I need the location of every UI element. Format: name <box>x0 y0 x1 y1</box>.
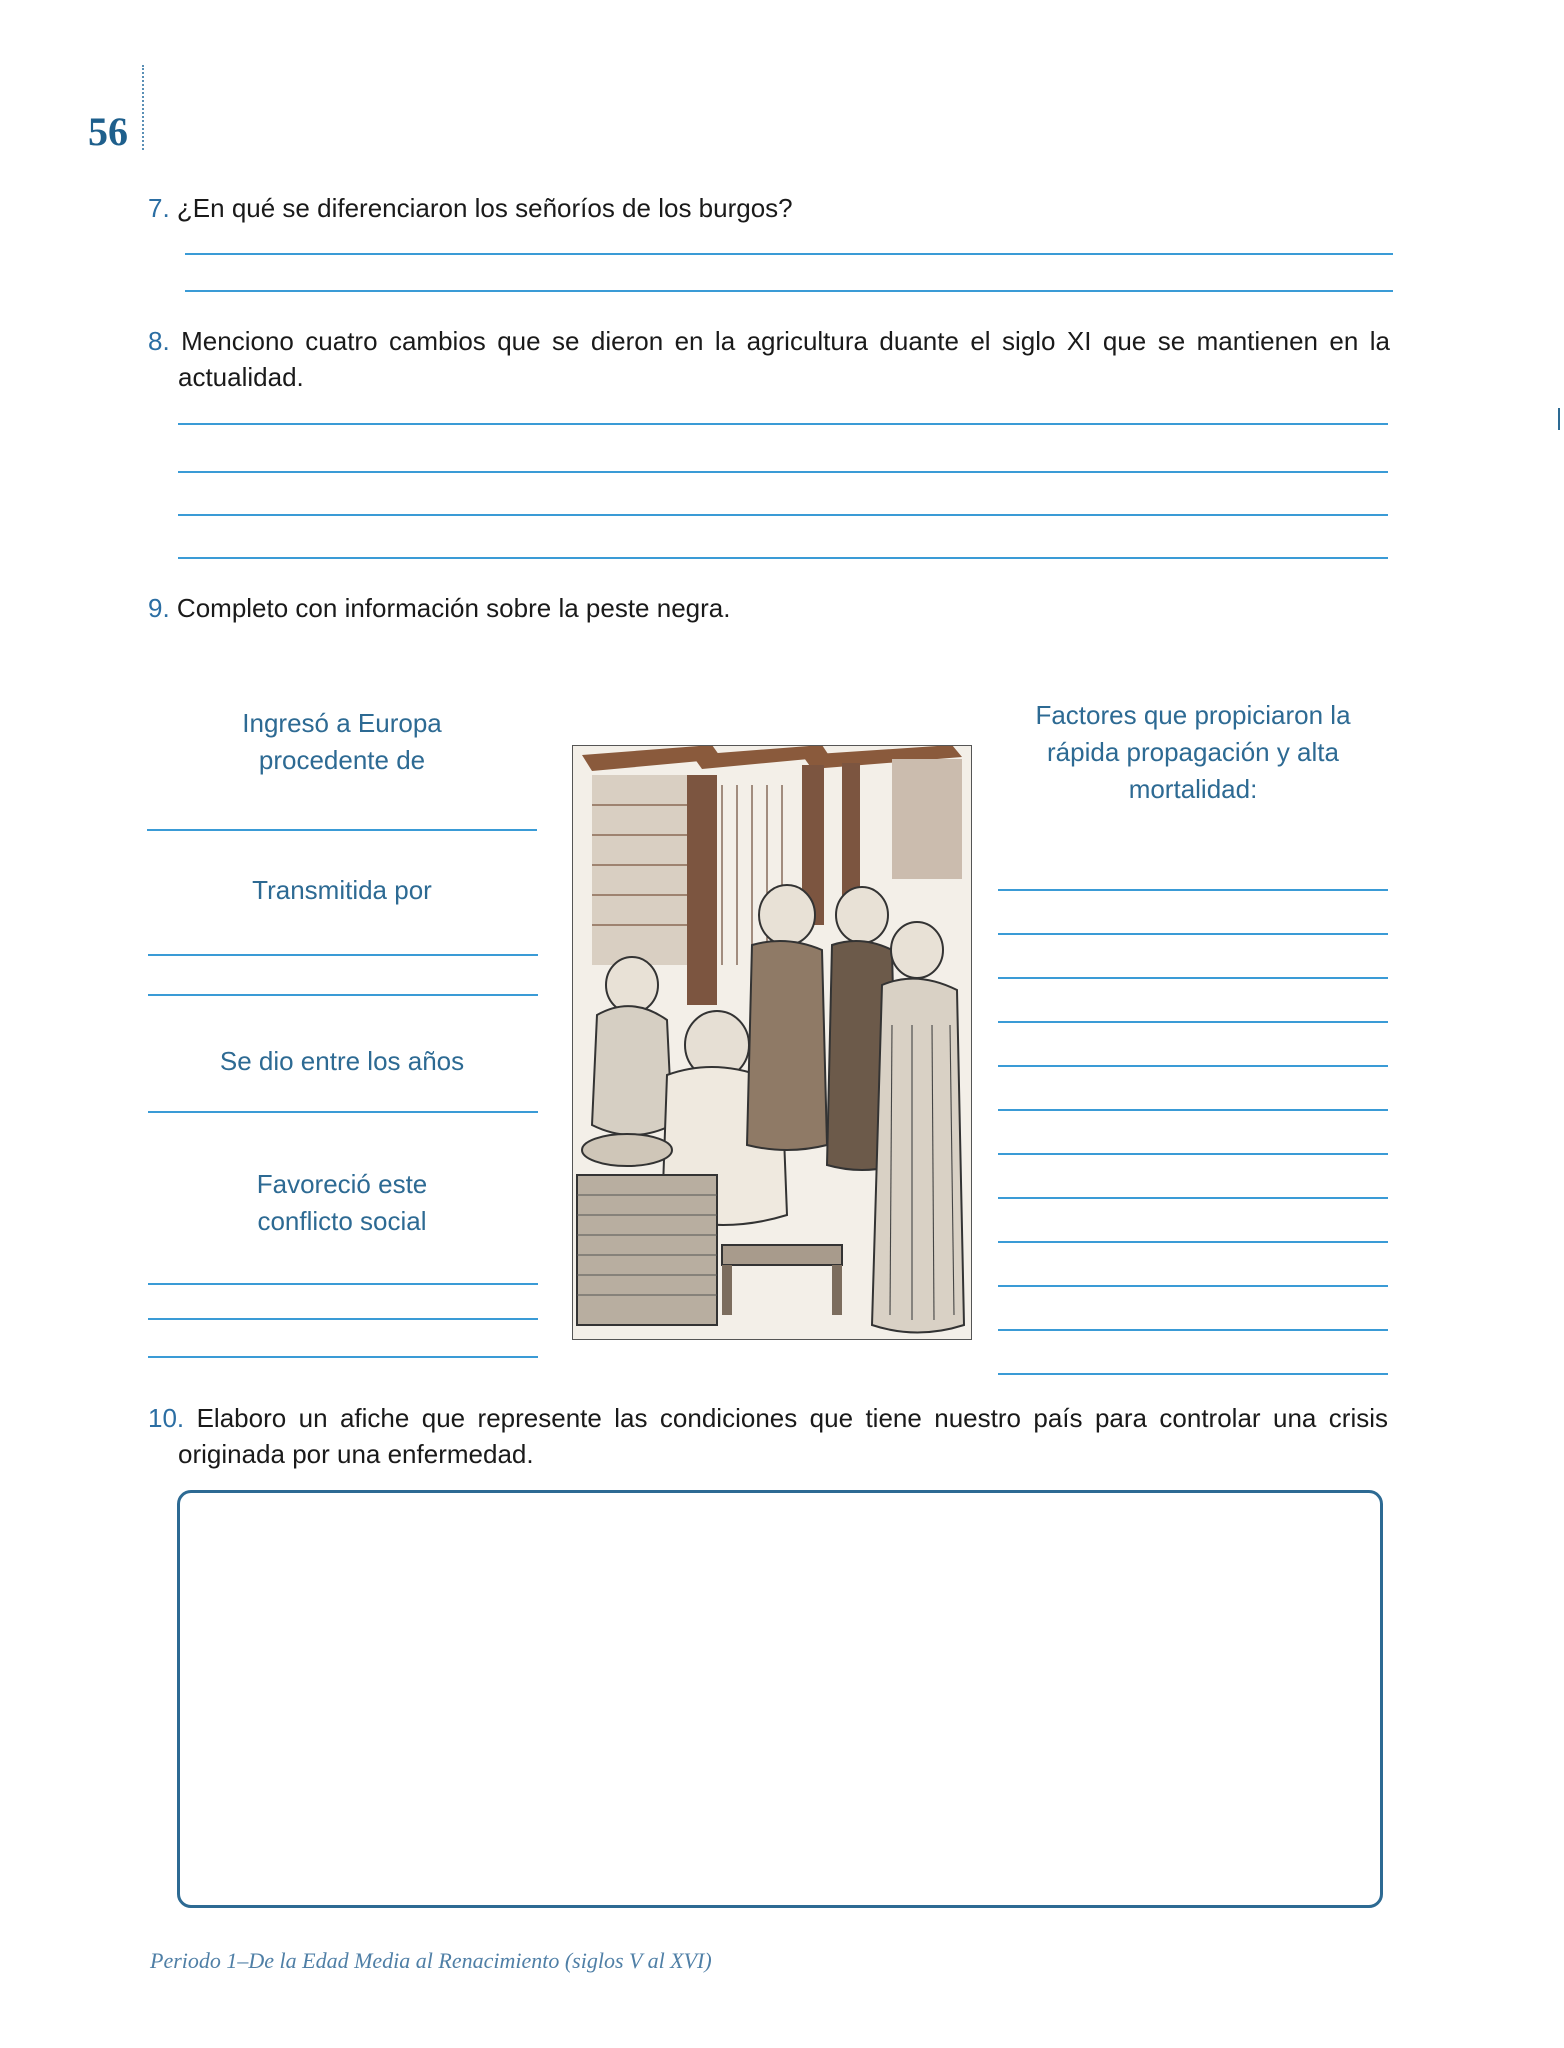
question-9-text: Completo con información sobre la peste negra. <box>176 593 731 623</box>
answer-line-origin[interactable] <box>147 829 537 831</box>
conflict-label <box>147 1166 537 1240</box>
answer-line-q7-2[interactable] <box>185 290 1393 292</box>
factors-label-line3: mortalidad: <box>1128 774 1258 804</box>
answer-line-conflict-1[interactable] <box>148 1283 538 1285</box>
plague-woodcut-illustration <box>572 745 972 1340</box>
question-10-text: Elaboro un afiche que represente las condiciones que tiene nuestro país para controlar una crisis originada por una enfermedad. <box>178 1403 1388 1469</box>
answer-line-factors-10[interactable] <box>998 1285 1388 1287</box>
question-10-number: 10. <box>148 1403 185 1433</box>
question-9 <box>148 590 1388 626</box>
answer-line-q7-1[interactable] <box>185 253 1393 255</box>
factors-label <box>988 697 1398 808</box>
conflict-label-line2: conflicto social <box>257 1206 427 1236</box>
answer-line-q8-3[interactable] <box>178 514 1388 516</box>
factors-label-line1: Factores que propiciaron la <box>1035 700 1351 730</box>
answer-line-q8-1[interactable] <box>178 423 1388 425</box>
page-number: 56 <box>88 109 128 154</box>
poster-drawing-area[interactable] <box>177 1490 1383 1908</box>
answer-line-conflict-3[interactable] <box>148 1356 538 1358</box>
origin-label-line1: Ingresó a Europa <box>242 708 442 738</box>
factors-label-line2: rápida propagación y alta <box>1047 737 1339 767</box>
answer-line-years[interactable] <box>148 1111 538 1113</box>
question-9-number: 9. <box>148 593 170 623</box>
answer-line-q8-2[interactable] <box>178 471 1388 473</box>
question-8-number: 8. <box>148 326 170 356</box>
question-7-number: 7. <box>148 193 170 223</box>
question-7-text: ¿En qué se diferenciaron los señoríos de los burgos? <box>176 193 793 223</box>
page-divider <box>142 65 144 150</box>
answer-line-conflict-2[interactable] <box>148 1318 538 1320</box>
answer-line-factors-6[interactable] <box>998 1109 1388 1111</box>
answer-line-factors-11[interactable] <box>998 1329 1388 1331</box>
edge-tick-mark <box>1558 408 1560 430</box>
page-footer: Periodo 1–De la Edad Media al Renacimiento (siglos V al XVI) <box>150 1948 712 1973</box>
question-8 <box>148 323 1390 395</box>
question-7 <box>148 190 1388 226</box>
answer-line-factors-5[interactable] <box>998 1065 1388 1067</box>
answer-line-q8-4[interactable] <box>178 557 1388 559</box>
answer-line-factors-4[interactable] <box>998 1021 1388 1023</box>
transmitted-label: Transmitida por <box>252 875 432 905</box>
origin-label-line2: procedente de <box>258 745 426 775</box>
question-8-text: Menciono cuatro cambios que se dieron en la agricultura duante el siglo XI que se mantienen en la actualidad. <box>178 326 1390 392</box>
answer-line-factors-7[interactable] <box>998 1153 1388 1155</box>
years-label: Se dio entre los años <box>219 1046 465 1076</box>
answer-line-transmitted-2[interactable] <box>148 994 538 996</box>
origin-label <box>147 705 537 779</box>
answer-line-factors-12[interactable] <box>998 1373 1388 1375</box>
answer-line-transmitted-1[interactable] <box>148 954 538 956</box>
question-10 <box>148 1400 1388 1472</box>
answer-line-factors-9[interactable] <box>998 1241 1388 1243</box>
answer-line-factors-3[interactable] <box>998 977 1388 979</box>
answer-line-factors-2[interactable] <box>998 933 1388 935</box>
conflict-label-line1: Favoreció este <box>256 1169 428 1199</box>
answer-line-factors-8[interactable] <box>998 1197 1388 1199</box>
answer-line-factors-1[interactable] <box>998 889 1388 891</box>
